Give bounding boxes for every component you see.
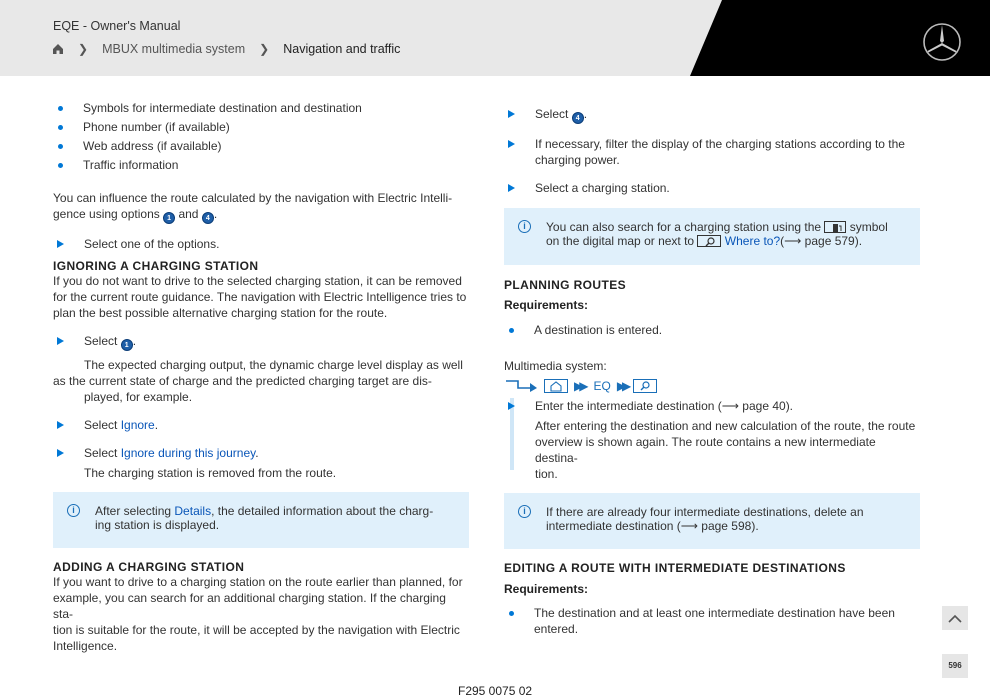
charging-station-symbol-icon (824, 221, 846, 233)
expected-paragraph (53, 357, 469, 373)
option-4-icon: 4 (572, 112, 584, 124)
requirements-label: Requirements: (504, 298, 589, 312)
select-text: Select (84, 334, 118, 348)
influence-paragraph: You can influence the route calculated by the navigation with Electric Intelli- gence using options 1 and 4 . (53, 191, 453, 222)
mercedes-star-logo[interactable] (922, 22, 962, 62)
page-number-button[interactable]: 596 (942, 654, 968, 678)
info-text: symbol (849, 220, 888, 234)
info-icon: i (518, 220, 531, 233)
select-text: Select (84, 446, 118, 460)
expected-line: as the current state of charge and the predicted charging target are dis- (53, 374, 432, 388)
ignoring-line: If you do not want to drive to the selected charging station, it can be removed (53, 274, 462, 288)
editing-line: entered. (534, 622, 579, 636)
ignoring-line: plan the best possible alternative charging station for the route. (53, 306, 388, 320)
figure-code: F295 0075 02 (458, 684, 533, 698)
after-line: After entering the destination and new calculation of the route, the route (535, 419, 916, 433)
details-link[interactable]: Details (174, 504, 212, 518)
adding-line: tion is suitable for the route, it will be accepted by the navigation with Electric (53, 623, 460, 637)
search-icon (633, 379, 657, 393)
details-list (53, 100, 469, 173)
option-1-icon: 1 (121, 339, 133, 351)
page-ref: (⟶ page 579). (780, 234, 863, 248)
planning-requirements-list (504, 322, 920, 338)
ignoring-body (53, 273, 469, 321)
navigation-path (504, 378, 920, 394)
breadcrumb-item-navigation[interactable]: Navigation and traffic (283, 42, 401, 56)
intermediate-steps (504, 398, 920, 482)
filter-line: If necessary, filter the display of the charging stations according to the (535, 137, 905, 151)
editing-line: The destination and at least one intermediate destination have been (534, 606, 895, 620)
adding-line: Intelligence. (53, 639, 118, 653)
expected-line: played, for example. (84, 390, 193, 404)
left-column (53, 100, 469, 654)
info-box-search (504, 208, 920, 265)
info-text: on the digital map or next to (546, 234, 695, 248)
removed-text: The charging station is removed from the route. (84, 466, 337, 480)
step-select-ignore-journey: Select Ignore during this journey. (53, 445, 469, 461)
info-box-details (53, 492, 469, 548)
adding-line: If you want to drive to a charging station on the route earlier than planned, for (53, 575, 463, 589)
list-item: Phone number (if available) (53, 119, 469, 135)
home-icon[interactable] (52, 43, 64, 55)
expected-continuation (53, 373, 469, 405)
info-text: intermediate destination (⟶ page 598). (546, 519, 759, 533)
adding-heading: ADDING A CHARGING STATION (53, 560, 245, 574)
info-text: , the detailed information about the charg- (211, 504, 434, 518)
info-text: After selecting (95, 504, 172, 518)
breadcrumb (52, 42, 400, 56)
page-header (0, 0, 990, 76)
after-line: tion. (535, 467, 558, 481)
influence-line-2: gence using options (53, 207, 160, 221)
step-select-ignore: Select Ignore. (53, 417, 469, 433)
info-box-four-destinations (504, 493, 920, 549)
option-1-icon: 1 (163, 212, 175, 224)
filter-line: charging power. (535, 153, 620, 167)
adding-body (53, 574, 469, 654)
double-arrow-icon: ▶▶ (616, 379, 628, 393)
and-text: and (178, 207, 199, 221)
multimedia-label: Multimedia system: (504, 359, 607, 373)
home-icon (544, 379, 568, 393)
after-entering-text (504, 418, 920, 482)
planning-heading: PLANNING ROUTES (504, 278, 627, 292)
select-text: Select (84, 418, 118, 432)
info-text: If there are already four intermediate destinations, delete an (546, 505, 864, 519)
chevron-up-icon (948, 614, 962, 623)
list-item: Symbols for intermediate destination and destination (53, 100, 469, 116)
list-item (504, 605, 920, 637)
after-line: overview is shown again. The route contains a new intermediate destina- (535, 435, 876, 465)
scroll-to-top-button[interactable] (942, 606, 968, 630)
double-arrow-icon: ▶▶ (574, 379, 585, 393)
chevron-right-icon: ❯ (78, 42, 89, 56)
info-icon: i (67, 504, 80, 517)
expected-line: The expected charging output, the dynamic charge level display as well (84, 358, 463, 372)
manual-title: EQE - Owner's Manual (53, 19, 181, 33)
info-text: ing station is displayed. (95, 518, 220, 532)
ignoring-line: for the current route guidance. The navigation with Electric Intelligence tries to (53, 290, 467, 304)
ignore-link[interactable]: Ignore (120, 418, 155, 432)
step-enter-intermediate: Enter the intermediate destination (⟶ page 40). (504, 398, 920, 414)
step-select-1: Select 1 . (53, 333, 469, 351)
breadcrumb-item-mbux[interactable]: MBUX multimedia system (102, 42, 246, 56)
adding-line: example, you can search for an additional charging station. If the charging sta- (53, 591, 446, 621)
list-item: Web address (if available) (53, 138, 469, 154)
step-filter (504, 136, 920, 168)
info-icon: i (518, 505, 531, 518)
list-item: A destination is entered. (504, 322, 920, 338)
info-text: You can also search for a charging station using the (546, 220, 822, 234)
option-4-icon: 4 (202, 212, 214, 224)
chevron-right-icon: ❯ (259, 42, 270, 56)
step-select-option: Select one of the options. (53, 236, 469, 252)
where-to-link[interactable]: Where to? (724, 234, 781, 248)
select-text: Select (535, 107, 569, 121)
eq-label: EQ (593, 379, 611, 393)
editing-heading: EDITING A ROUTE WITH INTERMEDIATE DESTINATIONS (504, 561, 846, 575)
search-icon (697, 235, 721, 247)
list-item: Traffic information (53, 157, 469, 173)
requirements-label: Requirements: (504, 582, 589, 596)
right-column (504, 100, 920, 640)
step-select-station: Select a charging station. (504, 180, 920, 196)
ignoring-heading: IGNORING A CHARGING STATION (53, 259, 259, 273)
editing-requirements-list (504, 605, 920, 637)
influence-line-1: You can influence the route calculated by the navigation with Electric Intelli- (53, 191, 453, 205)
arrow-path-icon (504, 378, 538, 395)
ignore-during-journey-link[interactable]: Ignore during this journey (120, 446, 256, 460)
step-select-4: Select 4 . (504, 106, 920, 124)
